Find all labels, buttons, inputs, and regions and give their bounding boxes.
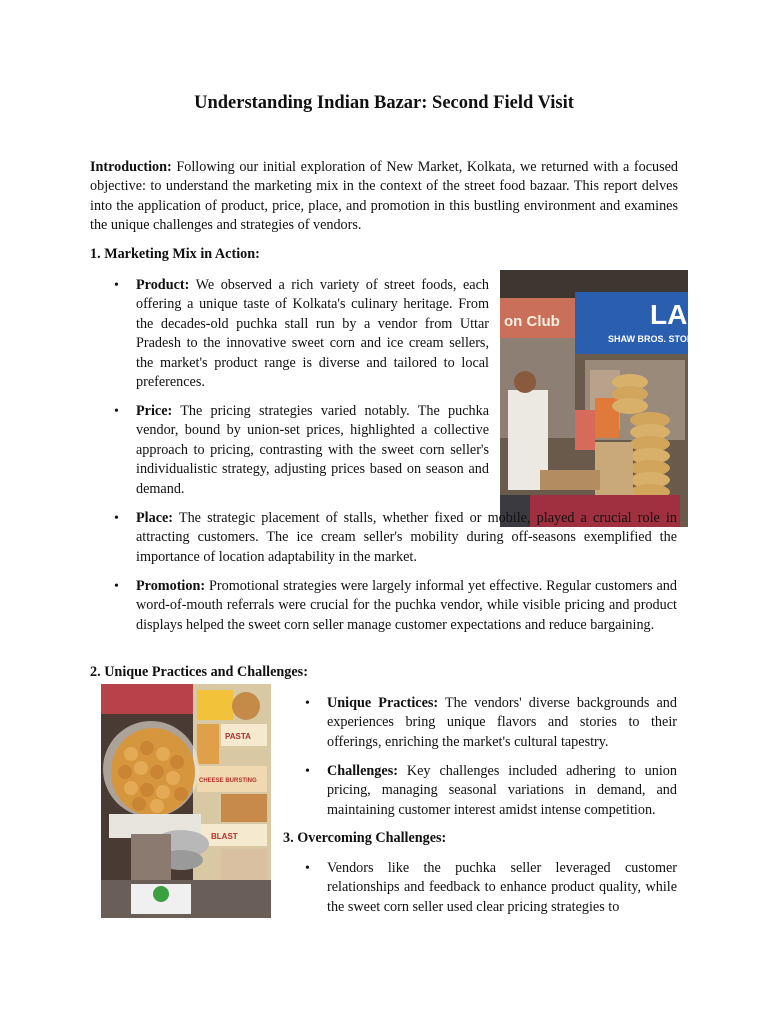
page-title: Understanding Indian Bazar: Second Field Visit: [194, 93, 574, 113]
list-item-text: We observed a rich variety of street foods, each offering a unique taste of Kolkata's culinary heritage. From the decades-old puchka stall run by a vendor from Uttar Pradesh to the innovative sweet corn and ice cream sellers, the market's product range is diverse and tailored to local preferences.: [136, 277, 489, 391]
list-item-label: Product:: [136, 277, 190, 293]
list-item-text: The strategic placement of stalls, whether fixed or mobile, played a crucial role in attracting customers. The ice cream seller's mobility during off-seasons exemplified the importance of location adaptability in the market.: [136, 510, 677, 565]
list-item-text: Key challenges included adhering to union pricing, managing seasonal variations in demand, and maintaining customer interest amidst intense competition.: [327, 763, 677, 818]
intro-text: Following our initial exploration of New Market, Kolkata, we returned with a focused objective: to understand the marketing mix in the context of the street food bazaar. This report delves into the application of product, price, place, and promotion in this bustling environment and examines the unique challenges and strategies of vendors.: [90, 159, 678, 234]
list-item-label: Promotion:: [136, 578, 206, 594]
sign-blast-text: BLAST: [211, 832, 238, 841]
list-item-overcoming: [327, 859, 677, 917]
list-item-challenges: [327, 762, 677, 820]
section-3-heading: 3. Overcoming Challenges:: [283, 830, 447, 846]
section-1-heading: 1. Marketing Mix in Action:: [90, 246, 260, 262]
intro-paragraph: [90, 158, 678, 236]
list-item-promotion: [136, 577, 677, 635]
sign-store-text: SHAW BROS. STORES Pvt L: [608, 334, 730, 344]
list-item-text: The pricing strategies varied notably. The puchka vendor, bound by union-set prices, highlighted a collective approach to pricing, contrasting with the sweet corn seller's individualistic strategy, adjusting prices based on season and demand.: [136, 403, 489, 497]
list-item-product: [136, 276, 489, 392]
sign-cheese-text: CHEESE BURSTING: [199, 778, 257, 784]
puchka-stall-illustration: [101, 684, 271, 918]
list-item-unique-practices: [327, 694, 677, 752]
list-item-place: [136, 509, 677, 567]
sign-club-text: on Club: [504, 313, 560, 330]
list-item-label: Challenges:: [327, 763, 398, 779]
list-item-label: Place:: [136, 510, 174, 526]
list-item-label: Price:: [136, 403, 173, 419]
list-item-text: Vendors like the puchka seller leveraged customer relationships and feedback to enhance product quality, while the sweet corn seller used clear pricing strategies to: [327, 860, 677, 915]
list-item-label: Unique Practices:: [327, 695, 439, 711]
list-item-price: [136, 402, 489, 499]
photo-puchka-stall: [101, 684, 271, 918]
street-stall-illustration: [500, 270, 730, 527]
section-2-heading: 2. Unique Practices and Challenges:: [90, 664, 308, 680]
sign-la-text: LA: [650, 299, 688, 330]
sign-pasta-text: PASTA: [225, 732, 251, 741]
photo-street-stall: [500, 270, 730, 527]
list-item-text: Promotional strategies were largely informal yet effective. Regular customers and word-of-mouth referrals were crucial for the puchka vendor, while visible pricing and product displays helped the sweet corn seller manage customer expectations and reduce bargaining.: [136, 578, 677, 633]
list-item-text: The vendors' diverse backgrounds and experiences bring unique flavors and stories to their offerings, enriching the market's cultural tapestry.: [327, 695, 677, 750]
intro-label: Introduction:: [90, 159, 172, 175]
